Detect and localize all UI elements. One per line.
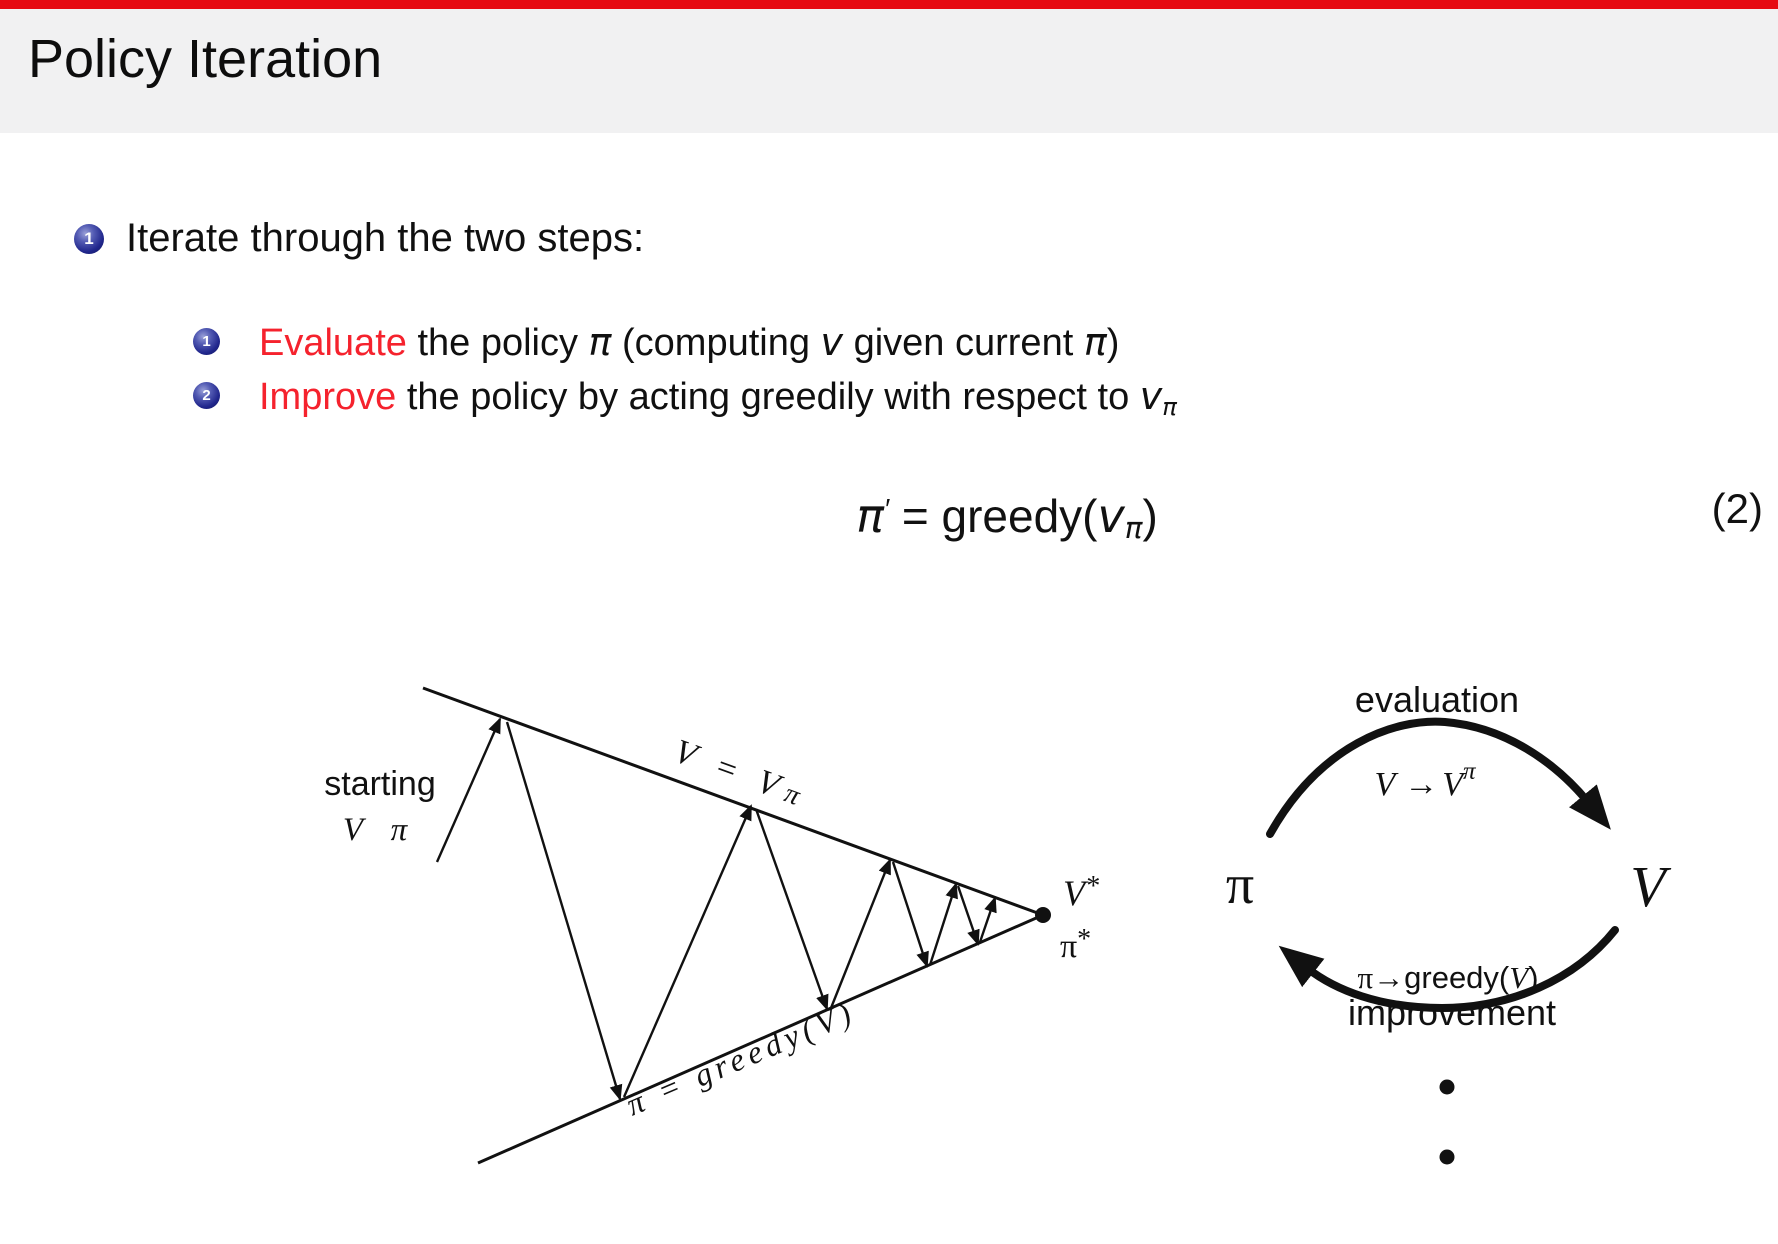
page-title: Policy Iteration: [28, 29, 383, 89]
v-symbol: V: [1374, 766, 1396, 803]
v-symbol: V: [1509, 960, 1529, 995]
alert-word: Improve: [259, 376, 397, 418]
pi-symbol: π: [1357, 960, 1374, 995]
text-run: the policy: [406, 322, 589, 364]
ellipsis-dot: [1440, 1080, 1455, 1095]
math-v: v: [820, 320, 844, 364]
improvement-label: improvement: [1347, 992, 1557, 1033]
equation-tag: (2): [1711, 485, 1763, 532]
text-run: the policy by acting greedily with respect to: [396, 376, 1140, 418]
evaluation-label: evaluation: [1354, 679, 1520, 720]
ellipsis-dot: [1440, 1150, 1455, 1165]
equation-row: [0, 478, 1778, 545]
improve-formula: [1357, 960, 1538, 995]
greedy-function: greedy(: [941, 490, 1098, 542]
list-subitem-1-text: [259, 320, 1119, 365]
list-subitem-2: [0, 374, 1778, 420]
top-accent-bar: [0, 0, 1778, 9]
v-node: V: [1630, 854, 1666, 919]
pi-superscript: π: [780, 777, 811, 815]
greedy-function: greedy(: [1404, 960, 1510, 995]
bullet-ball-icon: [193, 328, 220, 355]
eval-formula: [1374, 758, 1477, 803]
slide-header: [0, 9, 1778, 133]
math-v: v: [1097, 489, 1125, 543]
bottom-line-label: π = greedy(V): [620, 993, 861, 1123]
math-pi: π: [588, 320, 612, 364]
starting-label: starting: [324, 765, 436, 803]
text-run: ): [1106, 322, 1120, 364]
equation: [118, 478, 1778, 559]
pi-node: π: [1225, 854, 1255, 916]
v-symbol: V: [1442, 766, 1464, 803]
math-v: v: [1139, 374, 1163, 418]
v-star-base: V: [1063, 873, 1085, 913]
policy-iteration-zigzag-diagram: [320, 645, 1170, 1200]
star-superscript: *: [1085, 871, 1099, 902]
star-superscript: *: [1077, 924, 1092, 955]
v-star-label: [1063, 871, 1099, 913]
top-line-label: [669, 733, 812, 815]
text-run: given current: [843, 322, 1084, 364]
close-paren: ): [1142, 490, 1158, 542]
top-boundary-line: [423, 688, 1043, 915]
arrow-glyph: →: [1404, 765, 1439, 803]
alert-word: Evaluate: [259, 322, 407, 364]
bullet-ball-icon: [193, 382, 220, 409]
math-prime: ′: [883, 493, 890, 524]
starting-v-pi: V π: [342, 812, 418, 848]
bullet-number: 1: [84, 229, 94, 248]
bullet-number: 1: [202, 333, 211, 350]
equals-sign: =: [889, 490, 942, 542]
math-pi: π: [856, 489, 884, 543]
bullet-number: 2: [202, 387, 211, 404]
evaluation-improvement-cycle-diagram: [1180, 645, 1770, 1200]
list-subitem-1: [0, 320, 1778, 366]
math-pi-sub: π: [1124, 511, 1143, 545]
bullet-ball-icon: [74, 224, 104, 254]
list-item-1-text: Iterate through the two steps:: [126, 216, 645, 260]
list-subitem-2-text: [259, 374, 1177, 429]
math-pi: π: [1083, 320, 1107, 364]
text-run: (computing: [611, 322, 821, 364]
list-item-1: [0, 214, 1778, 262]
pi-star-base: π: [1060, 928, 1078, 965]
v-equals-v-label: V = V: [669, 732, 791, 808]
arrow-glyph: →: [1373, 960, 1405, 995]
pi-superscript: π: [1463, 758, 1476, 785]
close-paren: ): [1528, 960, 1539, 995]
math-pi-sub: π: [1162, 392, 1177, 421]
pi-star-label: [1060, 924, 1091, 965]
convergence-dot: [1035, 907, 1051, 923]
